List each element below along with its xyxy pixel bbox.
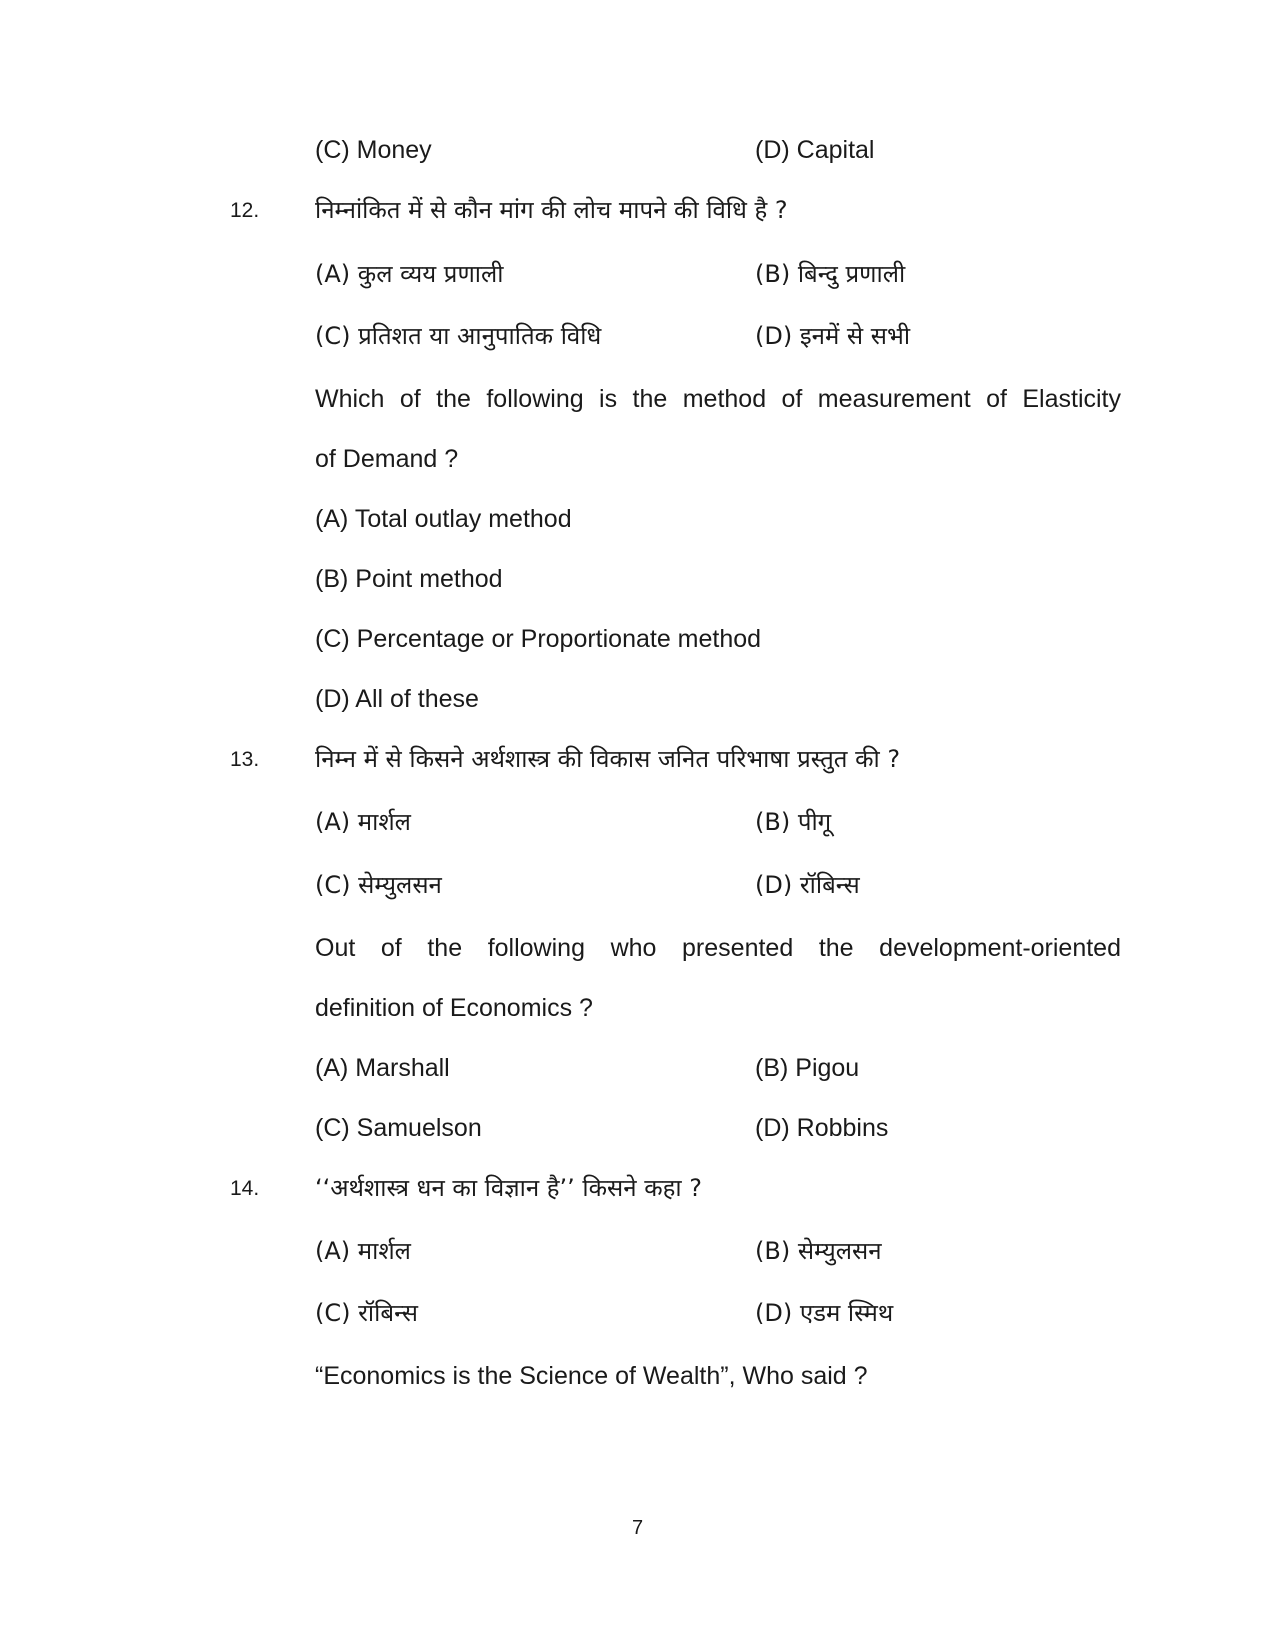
question-14-hindi-option-b: (B) सेम्युलसन bbox=[755, 1237, 882, 1265]
question-12-hindi-option-b: (B) बिन्दु प्रणाली bbox=[755, 260, 906, 288]
question-12-hindi-option-d: (D) इनमें से सभी bbox=[755, 322, 911, 350]
question-13-hindi-option-b: (B) पीगू bbox=[755, 808, 832, 836]
question-13-english-text-line1: Out of the following who presented the development-oriented bbox=[315, 934, 1121, 962]
question-13-hindi-text: निम्न में से किसने अर्थशास्त्र की विकास जनित परिभाषा प्रस्तुत की ? bbox=[315, 745, 901, 773]
question-12-english-text-line1: Which of the following is the method of measurement of Elasticity bbox=[315, 385, 1121, 413]
question-13-english-option-b: (B) Pigou bbox=[755, 1054, 860, 1082]
prev-question-option-d: (D) Capital bbox=[755, 136, 875, 164]
question-13-number: 13. bbox=[230, 748, 260, 771]
question-12-number: 12. bbox=[230, 199, 260, 222]
question-14-hindi-option-c: (C) रॉबिन्स bbox=[315, 1299, 419, 1327]
question-14-hindi-option-a: (A) मार्शल bbox=[315, 1237, 411, 1265]
question-12-hindi-text: निम्नांकित में से कौन मांग की लोच मापने की विधि है ? bbox=[315, 196, 788, 224]
question-14-hindi-option-d: (D) एडम स्मिथ bbox=[755, 1299, 894, 1327]
question-12-english-text-line2: of Demand ? bbox=[315, 445, 459, 473]
question-13-hindi-option-d: (D) रॉबिन्स bbox=[755, 871, 860, 899]
question-13-english-option-c: (C) Samuelson bbox=[315, 1114, 482, 1142]
question-12-english-option-c: (C) Percentage or Proportionate method bbox=[315, 625, 762, 653]
prev-question-option-c: (C) Money bbox=[315, 136, 432, 164]
question-12-hindi-option-a: (A) कुल व्यय प्रणाली bbox=[315, 260, 504, 288]
question-12-english-option-b: (B) Point method bbox=[315, 565, 503, 593]
question-13-hindi-option-a: (A) मार्शल bbox=[315, 808, 411, 836]
question-13-hindi-option-c: (C) सेम्युलसन bbox=[315, 871, 442, 899]
question-14-number: 14. bbox=[230, 1177, 260, 1200]
question-12-hindi-option-c: (C) प्रतिशत या आनुपातिक विधि bbox=[315, 322, 602, 350]
question-13-english-option-d: (D) Robbins bbox=[755, 1114, 889, 1142]
page-number: 7 bbox=[631, 1517, 644, 1539]
question-14-english-text: “Economics is the Science of Wealth”, Who said ? bbox=[315, 1362, 868, 1390]
question-14-hindi-text: ‘‘अर्थशास्त्र धन का विज्ञान है’’ किसने कहा ? bbox=[315, 1174, 702, 1202]
question-12-english-option-a: (A) Total outlay method bbox=[315, 505, 572, 533]
question-13-english-option-a: (A) Marshall bbox=[315, 1054, 450, 1082]
question-13-english-text-line2: definition of Economics ? bbox=[315, 994, 593, 1022]
question-12-english-option-d: (D) All of these bbox=[315, 685, 479, 713]
